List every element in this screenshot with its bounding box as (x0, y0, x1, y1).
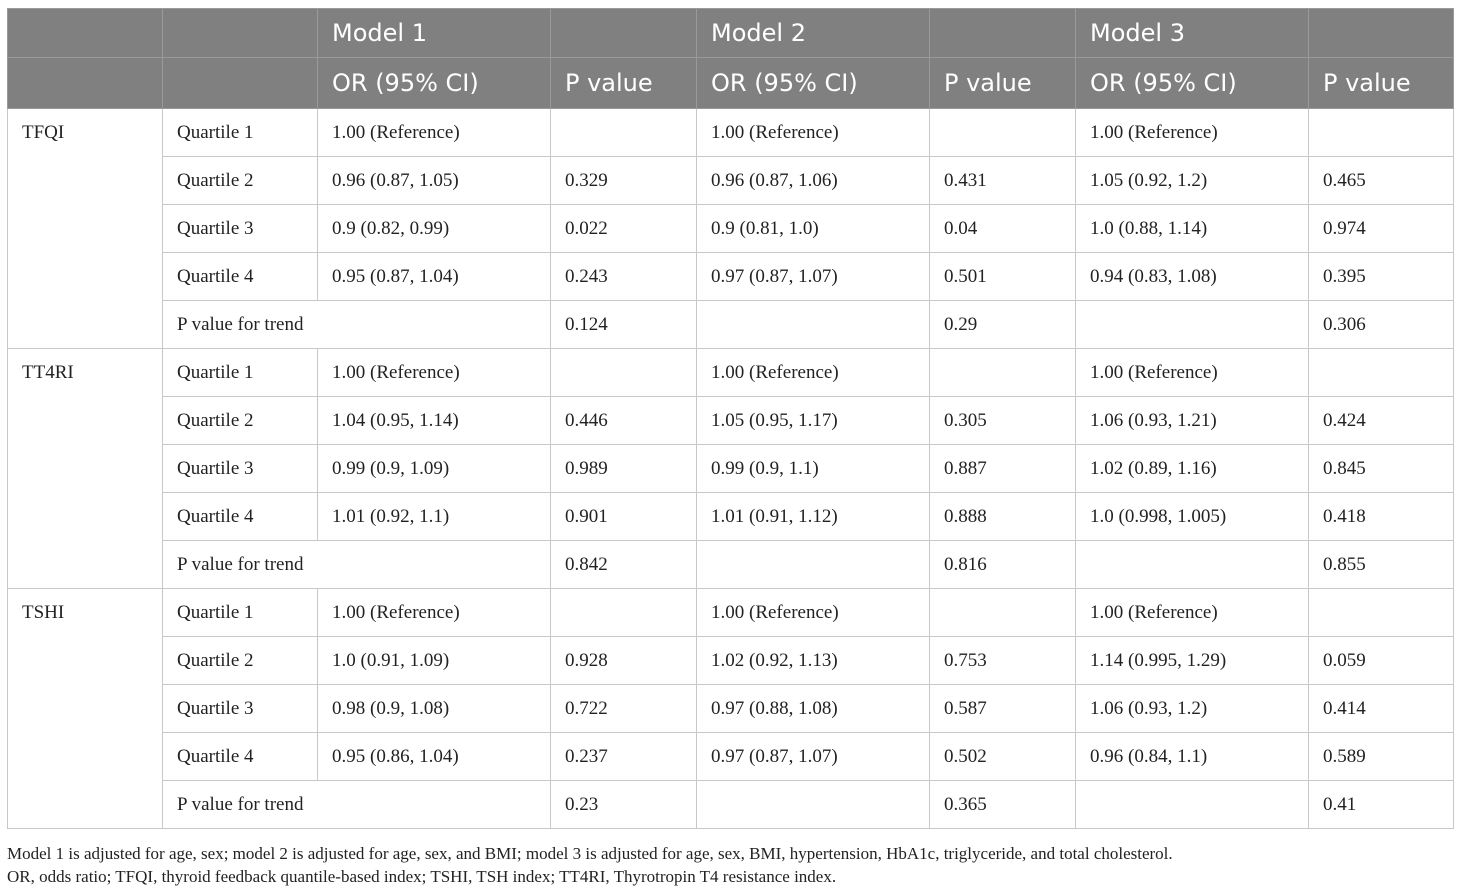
model-3-or (1076, 301, 1309, 349)
footnote-abbreviations: OR, odds ratio; TFQI, thyroid feedback quantile-based index; TSHI, TSH index; TT4RI, Thyrotropin T4 resistance index. (7, 867, 837, 886)
model-3-p (1309, 109, 1454, 157)
model-1-p: 0.237 (551, 733, 697, 781)
model-3-or: 1.05 (0.92, 1.2) (1076, 157, 1309, 205)
model-2-or: 1.05 (0.95, 1.17) (697, 397, 930, 445)
model-2-p (930, 589, 1076, 637)
model-3-or: 1.00 (Reference) (1076, 349, 1309, 397)
model-2-trend-p: 0.29 (930, 301, 1076, 349)
table-row (8, 637, 1454, 685)
model-3-p (1309, 349, 1454, 397)
model-1-or: 0.98 (0.9, 1.08) (318, 685, 551, 733)
quartile-label: Quartile 4 (163, 253, 318, 301)
table-row (8, 157, 1454, 205)
group-name-cell (8, 493, 163, 541)
quartile-label: Quartile 1 (163, 109, 318, 157)
group-name-cell (8, 397, 163, 445)
table-row (8, 589, 1454, 637)
model-3-p (1309, 589, 1454, 637)
model-1-p: 0.022 (551, 205, 697, 253)
model-1-p: 0.243 (551, 253, 697, 301)
table-body (8, 109, 1454, 829)
model-1-or: 1.00 (Reference) (318, 349, 551, 397)
model-1-or: 0.99 (0.9, 1.09) (318, 445, 551, 493)
model-1-p: 0.989 (551, 445, 697, 493)
model-3-trend-p: 0.855 (1309, 541, 1454, 589)
header-model-3: Model 3 (1076, 9, 1309, 58)
quartile-label: Quartile 3 (163, 205, 318, 253)
table-footnotes (7, 842, 1453, 888)
header-or-ci: OR (95% CI) (697, 58, 930, 109)
trend-row (8, 781, 1454, 829)
model-1-or: 0.96 (0.87, 1.05) (318, 157, 551, 205)
quartile-label: Quartile 2 (163, 157, 318, 205)
header-or-ci: OR (95% CI) (1076, 58, 1309, 109)
model-3-or: 1.14 (0.995, 1.29) (1076, 637, 1309, 685)
model-1-p (551, 109, 697, 157)
model-2-or (697, 301, 930, 349)
model-3-or: 1.06 (0.93, 1.21) (1076, 397, 1309, 445)
header-blank-cell (163, 9, 318, 58)
model-1-or: 1.01 (0.92, 1.1) (318, 493, 551, 541)
model-2-trend-p: 0.816 (930, 541, 1076, 589)
model-2-or: 0.99 (0.9, 1.1) (697, 445, 930, 493)
model-2-p (930, 109, 1076, 157)
model-2-or: 0.9 (0.81, 1.0) (697, 205, 930, 253)
quartile-label: Quartile 4 (163, 733, 318, 781)
model-2-p: 0.305 (930, 397, 1076, 445)
model-3-or (1076, 541, 1309, 589)
trend-row (8, 301, 1454, 349)
header-blank-cell (163, 58, 318, 109)
trend-label: P value for trend (163, 301, 551, 349)
model-3-or: 1.00 (Reference) (1076, 109, 1309, 157)
table-row (8, 493, 1454, 541)
header-blank-cell (8, 58, 163, 109)
group-name-cell: TT4RI (8, 349, 163, 397)
model-3-or: 1.02 (0.89, 1.16) (1076, 445, 1309, 493)
quartile-label: Quartile 1 (163, 349, 318, 397)
quartile-label: Quartile 4 (163, 493, 318, 541)
table-row (8, 109, 1454, 157)
model-1-p (551, 589, 697, 637)
model-2-p: 0.887 (930, 445, 1076, 493)
model-2-or: 1.01 (0.91, 1.12) (697, 493, 930, 541)
quartile-label: Quartile 3 (163, 445, 318, 493)
header-p-value: P value (551, 58, 697, 109)
table-row (8, 397, 1454, 445)
model-1-or: 1.0 (0.91, 1.09) (318, 637, 551, 685)
results-table-container (7, 8, 1453, 829)
model-2-p: 0.502 (930, 733, 1076, 781)
model-2-or: 0.97 (0.87, 1.07) (697, 253, 930, 301)
model-1-or: 0.95 (0.86, 1.04) (318, 733, 551, 781)
model-1-p: 0.928 (551, 637, 697, 685)
group-name-cell: TSHI (8, 589, 163, 637)
table-row (8, 733, 1454, 781)
model-1-p: 0.901 (551, 493, 697, 541)
model-3-trend-p: 0.306 (1309, 301, 1454, 349)
model-2-or: 1.00 (Reference) (697, 109, 930, 157)
model-1-or: 0.95 (0.87, 1.04) (318, 253, 551, 301)
model-3-p: 0.395 (1309, 253, 1454, 301)
model-3-or: 1.06 (0.93, 1.2) (1076, 685, 1309, 733)
model-3-trend-p: 0.41 (1309, 781, 1454, 829)
quartile-label: Quartile 2 (163, 397, 318, 445)
model-3-or: 1.0 (0.88, 1.14) (1076, 205, 1309, 253)
header-row-metrics (8, 58, 1454, 109)
group-name-cell (8, 253, 163, 301)
group-name-cell: TFQI (8, 109, 163, 157)
model-1-p: 0.329 (551, 157, 697, 205)
header-or-ci: OR (95% CI) (318, 58, 551, 109)
model-2-p: 0.888 (930, 493, 1076, 541)
model-3-or: 0.96 (0.84, 1.1) (1076, 733, 1309, 781)
model-3-or: 1.00 (Reference) (1076, 589, 1309, 637)
group-name-cell (8, 685, 163, 733)
header-blank-cell (8, 9, 163, 58)
model-2-or: 1.02 (0.92, 1.13) (697, 637, 930, 685)
header-blank-cell (551, 9, 697, 58)
trend-label: P value for trend (163, 781, 551, 829)
footnote-models: Model 1 is adjusted for age, sex; model 2 is adjusted for age, sex, and BMI; model 3 is adjusted for age, sex, BMI, hypertension, HbA1c, triglyceride, and total cholesterol. (7, 844, 1173, 863)
model-1-p: 0.446 (551, 397, 697, 445)
table-row (8, 205, 1454, 253)
group-name-cell (8, 205, 163, 253)
model-3-p: 0.465 (1309, 157, 1454, 205)
model-1-trend-p: 0.23 (551, 781, 697, 829)
model-2-or: 0.97 (0.88, 1.08) (697, 685, 930, 733)
table-header (8, 9, 1454, 109)
group-name-cell (8, 301, 163, 349)
header-model-2: Model 2 (697, 9, 930, 58)
model-2-or: 1.00 (Reference) (697, 349, 930, 397)
model-3-p: 0.424 (1309, 397, 1454, 445)
model-3-or (1076, 781, 1309, 829)
quartile-label: Quartile 3 (163, 685, 318, 733)
model-3-p: 0.589 (1309, 733, 1454, 781)
header-p-value: P value (930, 58, 1076, 109)
model-1-p: 0.722 (551, 685, 697, 733)
trend-label: P value for trend (163, 541, 551, 589)
model-1-trend-p: 0.842 (551, 541, 697, 589)
table-row (8, 445, 1454, 493)
model-2-or: 1.00 (Reference) (697, 589, 930, 637)
group-name-cell (8, 733, 163, 781)
model-1-or: 1.00 (Reference) (318, 589, 551, 637)
model-2-p: 0.431 (930, 157, 1076, 205)
model-3-p: 0.414 (1309, 685, 1454, 733)
table-row (8, 253, 1454, 301)
group-name-cell (8, 541, 163, 589)
model-2-p: 0.04 (930, 205, 1076, 253)
header-blank-cell (930, 9, 1076, 58)
model-3-or: 1.0 (0.998, 1.005) (1076, 493, 1309, 541)
model-2-or: 0.97 (0.87, 1.07) (697, 733, 930, 781)
model-3-p: 0.974 (1309, 205, 1454, 253)
table-row (8, 685, 1454, 733)
model-2-p: 0.501 (930, 253, 1076, 301)
model-2-or (697, 781, 930, 829)
model-1-p (551, 349, 697, 397)
group-name-cell (8, 157, 163, 205)
model-2-or (697, 541, 930, 589)
model-2-p: 0.753 (930, 637, 1076, 685)
trend-row (8, 541, 1454, 589)
model-1-or: 1.00 (Reference) (318, 109, 551, 157)
quartile-label: Quartile 1 (163, 589, 318, 637)
table-row (8, 349, 1454, 397)
group-name-cell (8, 445, 163, 493)
header-model-1: Model 1 (318, 9, 551, 58)
header-row-models (8, 9, 1454, 58)
model-3-p: 0.059 (1309, 637, 1454, 685)
model-3-p: 0.418 (1309, 493, 1454, 541)
header-blank-cell (1309, 9, 1454, 58)
model-1-or: 0.9 (0.82, 0.99) (318, 205, 551, 253)
model-3-p: 0.845 (1309, 445, 1454, 493)
model-2-or: 0.96 (0.87, 1.06) (697, 157, 930, 205)
group-name-cell (8, 781, 163, 829)
group-name-cell (8, 637, 163, 685)
model-1-or: 1.04 (0.95, 1.14) (318, 397, 551, 445)
model-2-trend-p: 0.365 (930, 781, 1076, 829)
model-3-or: 0.94 (0.83, 1.08) (1076, 253, 1309, 301)
quartile-label: Quartile 2 (163, 637, 318, 685)
model-2-p (930, 349, 1076, 397)
results-table (7, 8, 1454, 829)
model-2-p: 0.587 (930, 685, 1076, 733)
model-1-trend-p: 0.124 (551, 301, 697, 349)
header-p-value: P value (1309, 58, 1454, 109)
